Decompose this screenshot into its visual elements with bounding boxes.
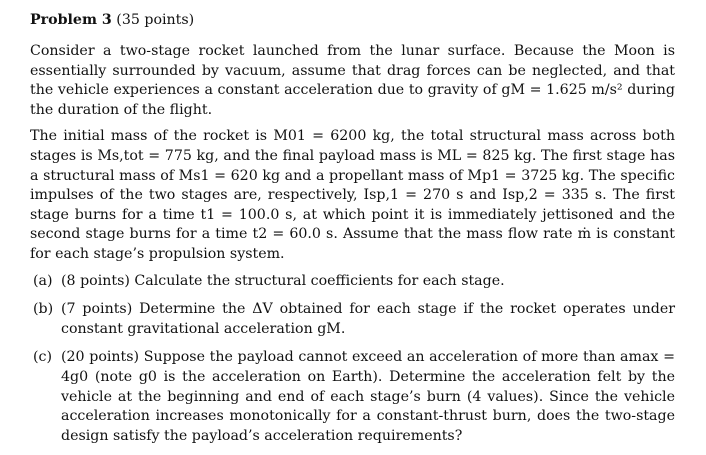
question-part-c xyxy=(30,348,675,446)
problem-document xyxy=(30,10,675,455)
problem-heading xyxy=(30,10,675,30)
part-label: (c) xyxy=(33,349,53,366)
part-label: (b) xyxy=(33,301,54,318)
question-part-a xyxy=(30,272,675,292)
part-text: (20 points) Suppose the payload cannot exceed an acceleration of more than amax = 4g0 (note g0 is the acceleration on Earth). Determine the acceleration felt by the vehicle at the beginning and end of each stage’s burn (4 values). Since the vehicle acceleration increases monotonically for a constant-thrust burn, does the two-stage design satisfy the payload’s acceleration requirements? xyxy=(61,349,675,444)
question-part-b xyxy=(30,300,675,339)
problem-points: (35 points) xyxy=(116,12,195,28)
part-text: (8 points) Calculate the structural coefficients for each stage. xyxy=(61,272,505,289)
problem-label: Problem 3 xyxy=(30,12,112,28)
given-values-paragraph: The initial mass of the rocket is M01 = 6200 kg, the total structural mass across both stages is Ms,tot = 775 kg, and the final payload mass is ML = 825 kg. The first stage has a structural mass of Ms1 = 620 kg and a propellant mass of Mp1 = 3725 kg. The specific impulses of the two stages are, respectively, Isp,1 = 270 s and Isp,2 = 335 s. The first stage burns for a time t1 = 100.0 s, at which point it is immediately jettisoned and the second stage burns for a time t2 = 60.0 s. Assume that the mass flow rate ṁ is constant for each stage’s propulsion system. xyxy=(30,128,675,262)
question-parts xyxy=(30,272,675,447)
part-text: (7 points) Determine the ΔV obtained for each stage if the rocket operates under constant gravitational acceleration gM. xyxy=(61,301,675,337)
part-label: (a) xyxy=(33,272,53,289)
intro-paragraph: Consider a two-stage rocket launched from the lunar surface. Because the Moon is essentially surrounded by vacuum, assume that drag forces can be neglected, and that the vehicle experiences a constant acceleration due to gravity of gM = 1.625 m/s² during the duration of the flight. xyxy=(30,43,675,118)
